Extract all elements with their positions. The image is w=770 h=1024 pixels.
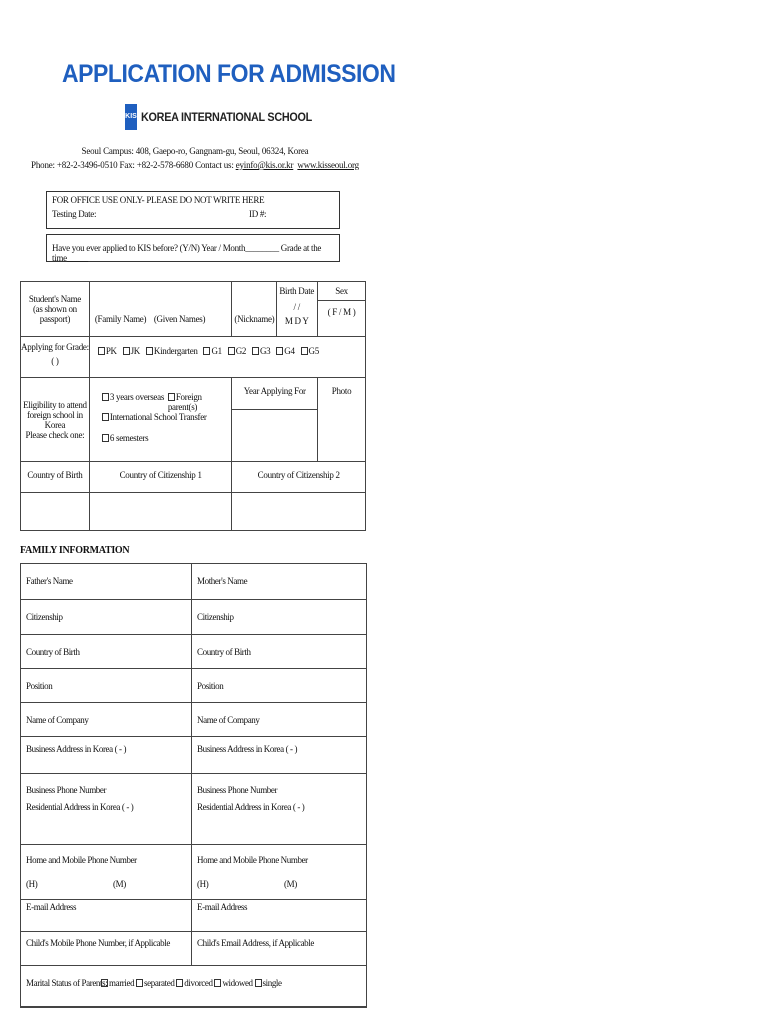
student-info-table — [20, 281, 366, 531]
grade-option-jk[interactable]: JK — [123, 346, 140, 356]
marital-option-married[interactable]: married — [101, 978, 134, 988]
page-title: APPLICATION FOR ADMISSION — [62, 60, 396, 88]
checkbox[interactable] — [276, 347, 283, 355]
grade-label-cell — [21, 337, 90, 378]
eligibility-label-1: Eligibility to attend — [23, 399, 87, 410]
father-residential-field[interactable]: Residential Address in Korea ( - ) — [26, 802, 134, 812]
mother-position-field[interactable]: Position — [191, 669, 366, 702]
school-logo — [125, 104, 331, 130]
applied-before-question[interactable]: Have you ever applied to KIS before? (Y/N) Year / Month________ Grade at the time_____ — [52, 243, 322, 263]
checkbox[interactable] — [301, 347, 308, 355]
checkbox[interactable] — [146, 347, 153, 355]
name-row — [21, 564, 366, 600]
marital-option-widowed[interactable]: widowed — [214, 978, 252, 988]
mother-company-field[interactable]: Name of Company — [191, 703, 366, 736]
child-mobile-field[interactable]: Child's Mobile Phone Number, if Applicable — [26, 938, 170, 948]
checkbox[interactable] — [228, 347, 235, 355]
eligibility-label-2: foreign school in Korea — [26, 409, 83, 430]
citizenship2-cell[interactable] — [232, 462, 366, 531]
home-mobile-row — [21, 845, 366, 900]
marital-option-separated[interactable]: separated — [136, 978, 174, 988]
checkbox[interactable] — [203, 347, 210, 355]
given-names-label: (Given Names) — [153, 314, 206, 324]
marital-status-row — [21, 966, 366, 1006]
sex-label: Sex — [318, 282, 365, 301]
family-name-label: (Family Name) — [94, 314, 147, 324]
checkbox[interactable] — [136, 979, 143, 987]
grade-option-kindergarten[interactable]: Kindergarten — [146, 346, 198, 356]
mother-home-mobile-field[interactable]: Home and Mobile Phone Number (H) (M) — [191, 845, 366, 899]
family-info-table — [20, 563, 367, 1008]
phone-fax: Phone: +82-2-3496-0510 Fax: +82-2-578-6680 Contact us: — [31, 160, 236, 170]
country-birth-row — [21, 635, 366, 669]
citizenship1-label: Country of Citizenship 1 — [90, 462, 232, 493]
family-info-title: FAMILY INFORMATION — [20, 545, 130, 556]
mother-citizenship-field[interactable]: Citizenship — [191, 600, 366, 634]
father-business-address-field[interactable]: Business Address in Korea ( - ) — [26, 744, 127, 754]
eligibility-option-foreign-parent[interactable]: Foreign parent(s) — [167, 392, 202, 412]
office-use-box — [46, 191, 340, 229]
mother-country-birth-field[interactable]: Country of Birth — [191, 635, 366, 668]
father-home-mobile-field[interactable]: Home and Mobile Phone Number (H) (M) — [26, 855, 137, 889]
sex-options: ( F / M ) — [327, 307, 356, 317]
year-applying-cell[interactable] — [232, 378, 318, 462]
marital-status-label: Marital Status of Parents: — [26, 978, 108, 988]
birth-date-cell[interactable] — [276, 282, 317, 336]
marital-option-single[interactable]: single — [255, 978, 282, 988]
checkbox[interactable] — [123, 347, 130, 355]
child-email-field[interactable]: Child's Email Address, if Applicable — [191, 932, 366, 965]
checkbox[interactable] — [102, 413, 109, 421]
grade-option-g5[interactable]: G5 — [301, 346, 319, 356]
grade-option-g3[interactable]: G3 — [252, 346, 270, 356]
eligibility-option-6-semesters[interactable]: 6 semesters — [102, 433, 148, 443]
company-row — [21, 703, 366, 737]
eligibility-label-3: Please check one: — [25, 429, 85, 440]
checkbox[interactable] — [98, 347, 105, 355]
father-country-birth-field[interactable]: Country of Birth — [26, 647, 80, 657]
grade-paren: ( ) — [51, 356, 59, 366]
marital-option-divorced[interactable]: divorced — [176, 978, 212, 988]
email-link[interactable]: eyinfo@kis.or.kr — [235, 160, 294, 170]
student-name-label-cell — [21, 282, 90, 337]
checkbox[interactable] — [102, 393, 109, 401]
eligibility-options — [89, 378, 232, 462]
child-contact-row — [21, 932, 366, 966]
mother-business-phone-field[interactable]: Business Phone Number — [191, 774, 366, 796]
position-row — [21, 669, 366, 703]
applied-before-box — [46, 234, 340, 262]
marital-options — [101, 978, 282, 988]
checkbox[interactable] — [168, 393, 175, 401]
id-field[interactable]: ID #: — [249, 209, 267, 219]
eligibility-label-cell — [21, 378, 90, 462]
mother-email-field[interactable]: E-mail Address — [191, 900, 366, 931]
nickname-birth-cell — [232, 282, 318, 337]
business-address-row — [21, 737, 366, 774]
contact-line — [0, 160, 390, 170]
testing-date-field[interactable]: Testing Date: — [52, 209, 97, 219]
address-line: Seoul Campus: 408, Gaepo-ro, Gangnam-gu, Seoul, 06324, Korea — [81, 146, 309, 156]
father-email-field[interactable]: E-mail Address — [26, 902, 77, 912]
residential-row — [21, 796, 366, 845]
mother-residential-field[interactable]: Residential Address in Korea ( - ) — [191, 796, 366, 844]
grade-options — [89, 337, 365, 378]
grade-option-g4[interactable]: G4 — [276, 346, 294, 356]
school-name: KOREA INTERNATIONAL SCHOOL — [141, 110, 312, 124]
website-link[interactable]: www.kisseoul.org — [297, 160, 359, 170]
office-heading: FOR OFFICE USE ONLY- PLEASE DO NOT WRITE HERE — [52, 195, 265, 205]
nickname-label: (Nickname) — [234, 314, 275, 324]
photo-cell[interactable] — [318, 378, 366, 462]
country-birth-label: Country of Birth — [21, 462, 89, 493]
grade-option-g1[interactable]: G1 — [203, 346, 221, 356]
birth-date-mdy: M D Y — [284, 316, 309, 326]
citizenship2-label: Country of Citizenship 2 — [232, 462, 365, 493]
kis-logo-mark: KIS — [125, 104, 137, 130]
checkbox[interactable] — [252, 347, 259, 355]
father-citizenship-field[interactable]: Citizenship — [26, 612, 63, 622]
student-name-cell[interactable] — [89, 282, 232, 337]
sex-cell[interactable] — [318, 282, 366, 337]
grade-option-g2[interactable]: G2 — [228, 346, 246, 356]
father-position-field[interactable]: Position — [26, 681, 53, 691]
email-row — [21, 900, 366, 932]
checkbox[interactable] — [101, 979, 108, 987]
country-birth-cell[interactable] — [21, 462, 90, 531]
nickname-cell[interactable] — [232, 282, 277, 336]
father-company-field[interactable]: Name of Company — [26, 715, 89, 725]
grade-label: Applying for Grade: — [21, 342, 89, 352]
business-phone-row — [21, 774, 366, 796]
mother-name-field[interactable]: Mother's Name — [191, 564, 366, 599]
year-applying-label: Year Applying For — [243, 386, 306, 396]
father-name-field[interactable]: Father's Name — [26, 576, 73, 586]
father-business-phone-field[interactable]: Business Phone Number — [26, 785, 107, 795]
eligibility-option-transfer[interactable]: International School Transfer — [102, 412, 207, 422]
student-name-sub: (as shown on passport) — [32, 304, 77, 324]
birth-date-label: Birth Date — [279, 286, 315, 296]
checkbox[interactable] — [214, 979, 221, 987]
checkbox[interactable] — [255, 979, 262, 987]
eligibility-option-3-years[interactable]: 3 years overseas — [102, 392, 164, 402]
checkbox[interactable] — [176, 979, 183, 987]
birth-date-slashes: / / — [293, 302, 300, 312]
photo-label: Photo — [331, 386, 352, 396]
citizenship1-cell[interactable] — [89, 462, 232, 531]
mother-business-address-field[interactable]: Business Address in Korea ( - ) — [191, 737, 366, 773]
student-name-label: Student's Name — [28, 294, 81, 304]
citizenship-row — [21, 600, 366, 635]
checkbox[interactable] — [102, 434, 109, 442]
grade-option-pk[interactable]: PK — [98, 346, 117, 356]
